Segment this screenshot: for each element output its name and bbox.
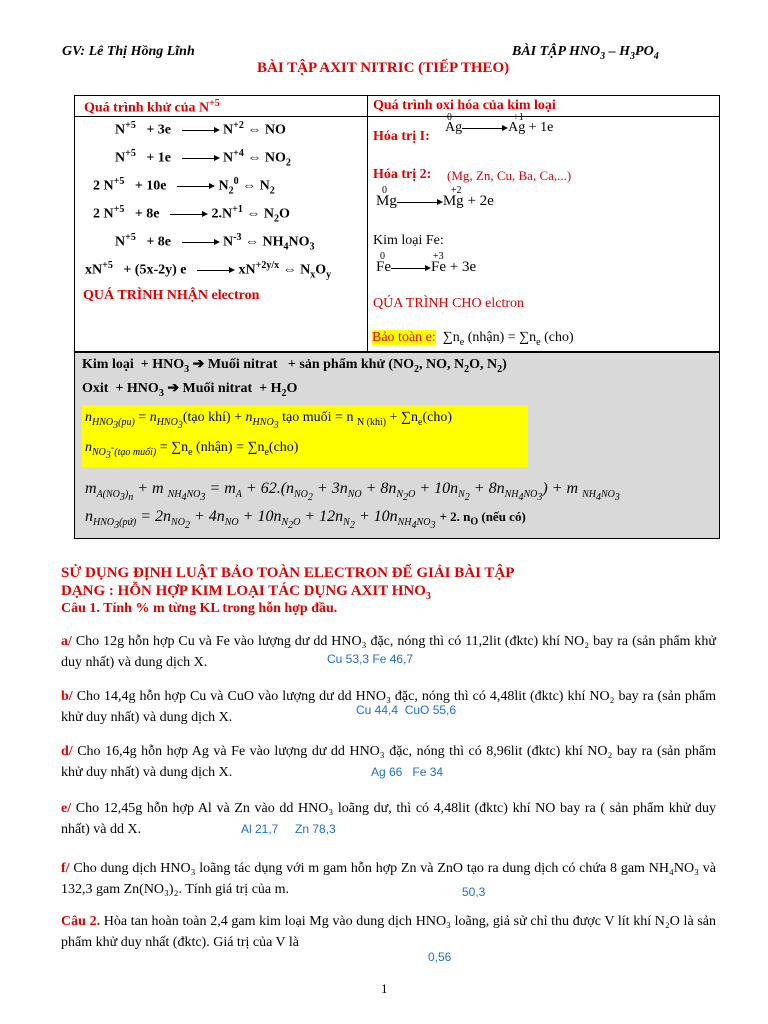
problem-text: e/ Cho 12,45g hỗn hợp Al và Zn vào dd HNO₃ loãng dư, thì có 4,48lit (đktc) khí NO bay ra ( sản phẩm khử duy nhất) và dd X. [61,801,716,837]
question-2-answer: 0,56 [428,950,452,964]
conservation-row: Bảo toàn e: $\sum n_e$ (nhận) = $\sum n_e$ (cho) [372,330,574,348]
reduction-row: $N^{+5} + 1e$ $N^{+4}$ ⇔ $NO_2$ [115,148,291,169]
problem-label: d/ [61,744,73,759]
reduction-row: 2 $N^{+5} + 8e$ $2.N^{+1}$ ⇔ $N_2O$ [93,204,290,225]
valence1-label: Hóa trị I: [373,129,430,144]
reduction-row: $xN^{+5} + (5x-2y)$ e $xN^{+2y/x}$ ⇔ $N_xO_y$ [85,260,332,281]
problem-label: e/ [61,801,72,816]
question-2: Câu 2. Hòa tan hoàn toàn 2,4 gam kim loại Mg vào dung dịch HNO₃ loãng, giả sử chỉ thu được V lít khí N₂O là sản phẩm khử duy nhất (đktc). Giá trị của V là [61,914,716,950]
problem-answer: Al 21,7 Zn 78,3 [241,822,336,836]
give-label: QÚA TRÌNH CHO elctron [373,296,525,311]
formula-1: $n_{HNO_3(pu)}$ = $n_{HNO_3}(tạo$ khí) + $n_{HNO_3}$ tạo muối = n $_{N (khí)} + \sum n_e(cho)$ [85,410,453,431]
reduction-row: $N^{+5} + 8e$ $N^{-3}$ ⇔ $NH_4NO_3$ [115,232,315,253]
formula-3: $m_{A(NO_3)_n} + m$ $_{NH_4NO_3} = m_A + 62.(n_{NO_2} + 3n_{NO} + 8n_{N_2O} + 10n_{N_2} + 8n_{NH_4NO_3}) + m$ $_{NH_4NO_3}$ [85,480,620,504]
valence1-equation: Ag 0 Ag +1 + 1e [445,112,554,135]
problem-label: b/ [61,689,73,704]
doc-title: BÀI TẬP $HNO_3 - H_3PO_4$ [512,44,659,62]
summary-box [74,352,720,539]
formula-4: $n_{HNO_3(pứ)} = 2n_{NO_2} + 4n_{NO} + 10n_{N_2O} + 12n_{N_2} + 10n_{NH_4NO_3} + 2$. $n_O$ (nếu có) [85,508,526,532]
receive-label: QUÁ TRÌNH NHẬN electron [83,288,260,303]
table-divider [367,96,368,352]
summary-line-1: Kim loại + $HNO_3$ ➔ Muối nitrat + sản phẩm khử ($NO_2$, NO, $N_2O$, $N_2$) [82,357,507,375]
problem-text: b/ Cho 14,4g hỗn hợp Cu và CuO vào lượng dư dd HNO₃ đặc, nóng thì có 4,48lit (đktc) khí NO₂ bay ra (sản phẩm khử duy nhất) và dung dịch X. [61,689,716,725]
reaction-table [74,95,720,352]
formula-2: $n_{NO_3^-(tạo muối)} = \sum n_e$ (nhận) = $\sum n_e(cho)$ [85,440,299,461]
problem-text: a/ Cho 12g hỗn hợp Cu và Fe vào lượng dư dd HNO₃ đặc, nóng thì có 11,2lit (đktc) khí NO₂ bay ra (sản phẩm khử duy nhất) và dung dịch X. [61,634,716,670]
conservation-label: Bảo toàn e: [372,330,436,345]
page-title: BÀI TẬP AXIT NITRIC (TIẾP THEO) [257,60,510,76]
problem-answer: Ag 66 Fe 34 [371,765,444,779]
right-header: Quá trình oxi hóa của kim loại [373,98,556,113]
problem-answer: Cu 44,4 CuO 55,6 [356,703,457,717]
reduction-row: 2 $N^{+5} + 10e$ $N_2^0$ ⇔ $N_2$ [93,176,275,197]
author-name: GV: Lê Thị Hồng Lĩnh [62,44,195,59]
problem-text: d/ Cho 16,4g hỗn hợp Ag và Fe vào lượng dư dd HNO₃ đặc, nóng thì có 8,96lit (đktc) khí NO₂ bay ra (sản phẩm khử duy nhất) và dung dịch X. [61,744,716,780]
page-number: 1 [381,981,388,996]
section-heading: SỬ DỤNG ĐỊNH LUẬT BẢO TOÀN ELECTRON ĐỂ GIẢI BÀI TẬP [61,565,515,581]
question-1: Câu 1. Tính % m từng KL trong hỗn hợp đầu. [61,601,338,616]
problem-label: a/ [61,634,72,649]
problem-answer: 50,3 [462,885,486,899]
fe-label: Kim loại Fe: [373,233,444,248]
problem-text: f/ Cho dung dịch HNO₃ loãng tác dụng với m gam hỗn hợp Zn và ZnO tạo ra dung dịch có chứa 8 gam NH₄NO₃ và 132,3 gam Zn(NO₃)₂. Tính giá trị của m. [61,861,716,897]
summary-line-2: Oxit + $HNO_3$ ➔ Muối nitrat + $H_2O$ [82,381,298,399]
fe-equation: Fe 0 Fe +3 + 3e [376,251,477,275]
problem-label: f/ [61,861,70,876]
valence2-equation: Mg 0 Mg +2 + 2e [376,185,494,209]
valence2-note: (Mg, Zn, Cu, Ba, Ca,...) [447,168,572,183]
valence2-label: Hóa trị 2: [373,167,432,182]
problem-answer: Cu 53,3 Fe 46,7 [327,652,414,666]
section-type: DẠNG : HỖN HỢP KIM LOẠI TÁC DỤNG AXIT $HNO_3$ [61,583,431,602]
reduction-row: $N^{+5} + 3e$ $N^{+2}$ ⇔ NO [115,120,286,138]
left-header: Quá trình khử của $N^{+5}$ [84,98,220,116]
